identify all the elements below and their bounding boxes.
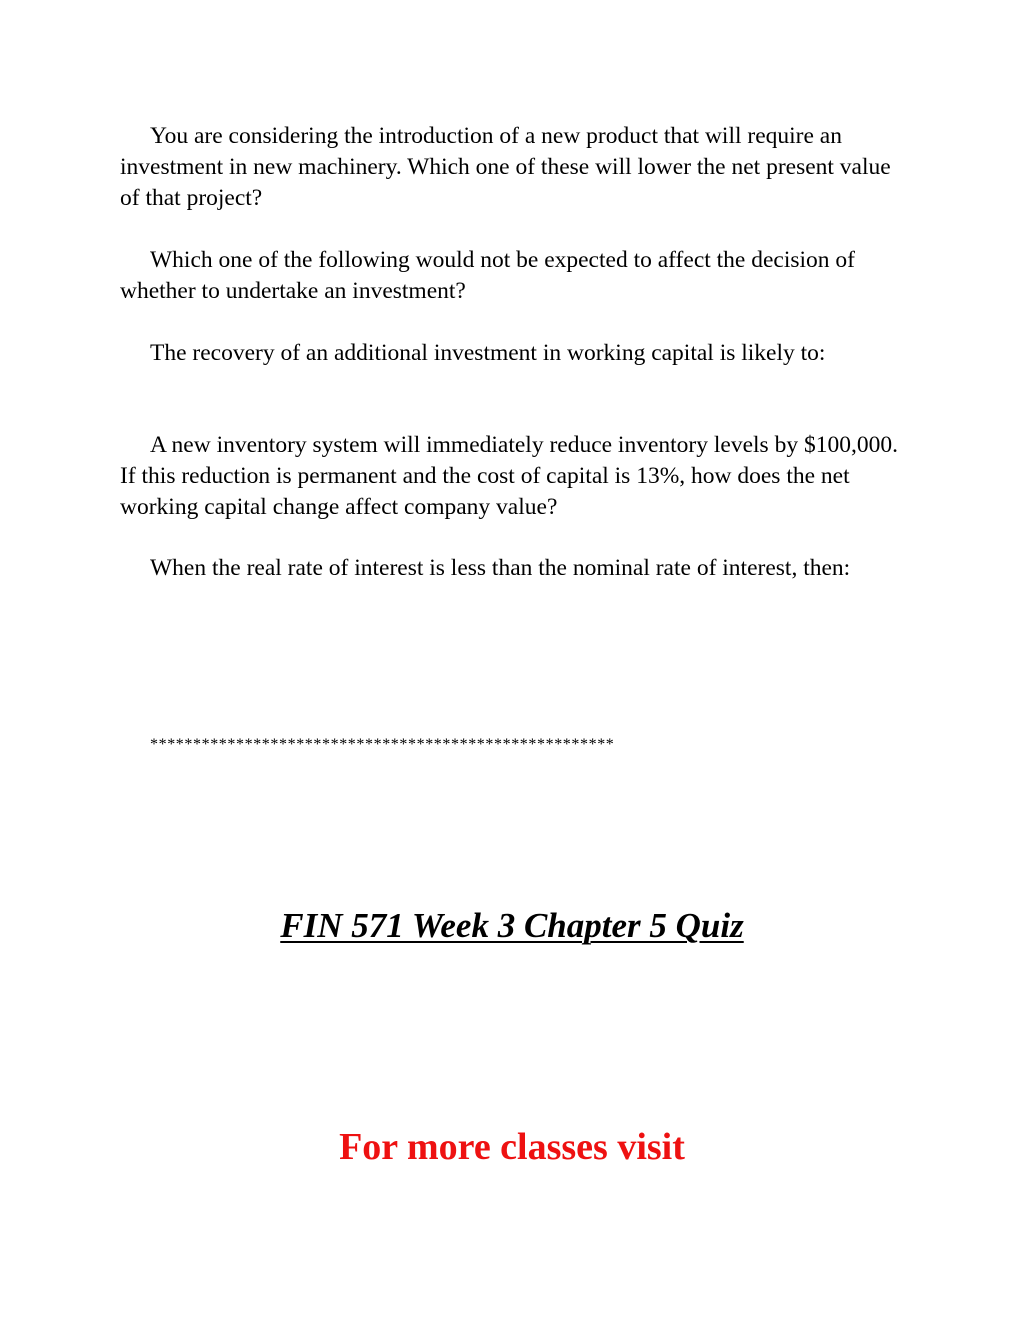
question-1: You are considering the introduction of a new product that will require an investment in new machinery. Which one of these will lower the net present value of that project? (120, 123, 891, 211)
question-3: The recovery of an additional investment in working capital is likely to: (150, 340, 826, 366)
promo-text: For more classes visit (339, 1126, 685, 1168)
asterisk-separator: ****************************************************** (150, 736, 615, 753)
question-5: When the real rate of interest is less than the nominal rate of interest, then: (150, 555, 851, 581)
question-4: A new inventory system will immediately reduce inventory levels by $100,000. If this reduction is permanent and the cost of capital is 13%, how does the net working capital change affect company value? (120, 432, 898, 520)
quiz-title-link[interactable]: FIN 571 Week 3 Chapter 5 Quiz (280, 906, 744, 945)
question-2: Which one of the following would not be expected to affect the decision of whether to undertake an investment? (120, 247, 855, 304)
